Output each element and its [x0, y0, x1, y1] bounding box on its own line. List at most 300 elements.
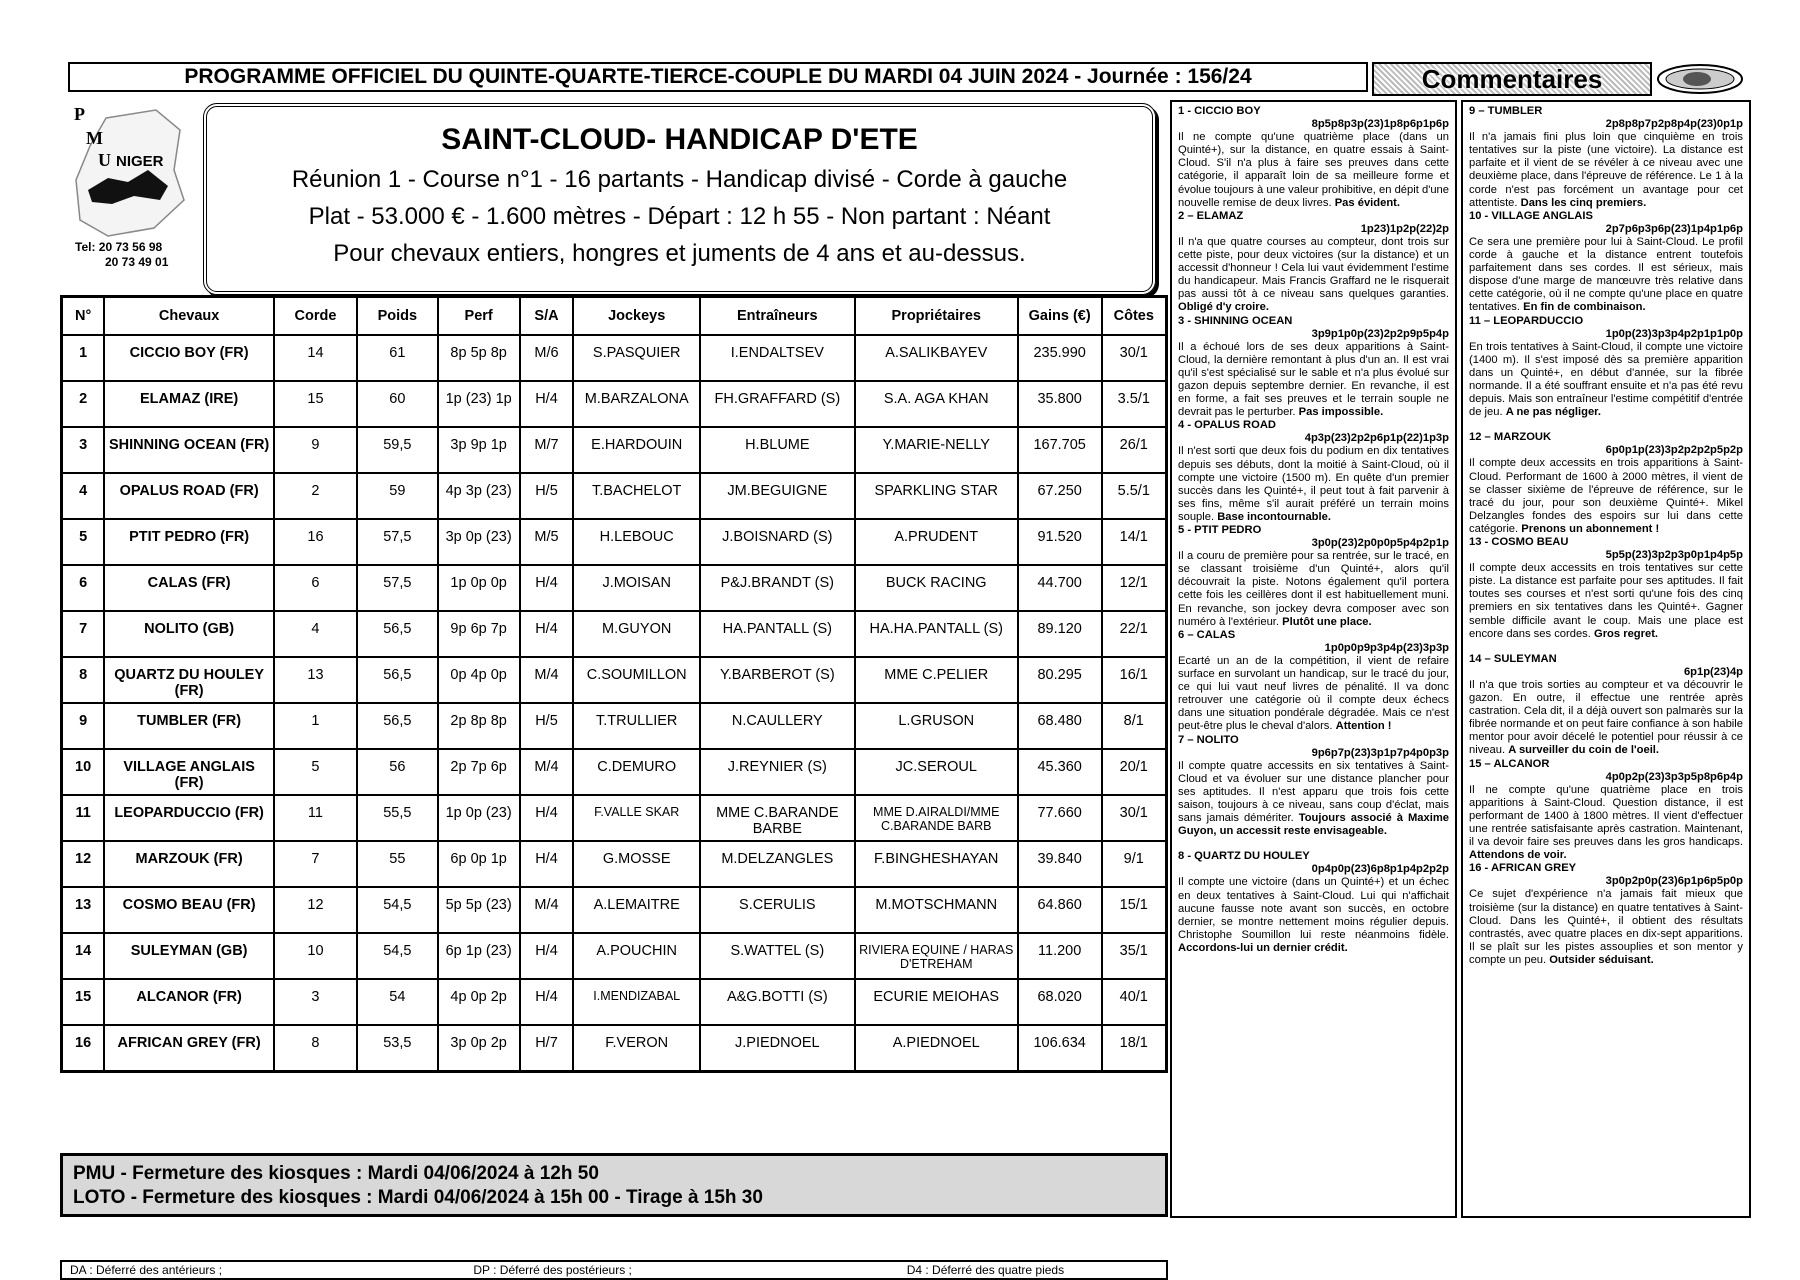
cell-trainer: JM.BEGUIGNE	[700, 473, 855, 519]
cell-earnings: 77.660	[1018, 795, 1102, 841]
comment-text-wrap	[1178, 131, 1449, 210]
cell-perf: 3p 0p 2p	[438, 1025, 520, 1071]
comment-performance: 5p5p(23)3p2p3p0p1p4p5p	[1605, 549, 1743, 562]
cell-number: 1	[62, 335, 105, 381]
cell-weight: 54	[357, 979, 438, 1025]
cell-owner: RIVIERA EQUINE / HARAS D'ETREHAM	[855, 933, 1018, 979]
cell-horse: CALAS (FR)	[104, 565, 274, 611]
cell-number: 2	[62, 381, 105, 427]
cell-earnings: 91.520	[1018, 519, 1102, 565]
cell-horse: TUMBLER (FR)	[104, 703, 274, 749]
cell-sex-age: H/4	[520, 841, 574, 887]
comment-text-wrap	[1178, 655, 1449, 734]
cell-horse: MARZOUK (FR)	[104, 841, 274, 887]
table-row	[62, 841, 1167, 887]
comment-text-wrap	[1469, 679, 1743, 758]
cell-jockey: C.DEMURO	[573, 749, 700, 795]
table-row	[62, 1025, 1167, 1071]
abbreviation-legend	[60, 1260, 1168, 1280]
cell-horse: CICCIO BOY (FR)	[104, 335, 274, 381]
cell-sex-age: H/4	[520, 611, 574, 657]
cell-owner: BUCK RACING	[855, 565, 1018, 611]
table-row	[62, 657, 1167, 703]
comment-horse-title: 13 - COSMO BEAU	[1469, 536, 1569, 548]
cell-sex-age: H/5	[520, 703, 574, 749]
cell-sex-age: M/5	[520, 519, 574, 565]
cell-number: 6	[62, 565, 105, 611]
cell-horse: SHINNING OCEAN (FR)	[104, 427, 274, 473]
comment-performance: 3p0p2p0p(23)6p1p6p5p0p	[1605, 875, 1743, 888]
cell-number: 13	[62, 887, 105, 933]
loto-closing: LOTO - Fermeture des kiosques : Mardi 04/06/2024 à 15h 00 - Tirage à 15h 30	[73, 1187, 763, 1208]
cell-draw: 15	[274, 381, 357, 427]
comment-text: Il ne compte qu'une quatrième place (dans un Quinté+), sur la distance, en quatre essais à Saint-Cloud. S'il n'a plus à faire ses preuves dans cette catégorie, il apparaît loin de sa meilleure forme et évolue toujours à une valeur prohibitive, en dépit d'une nouvelle remise de deux livres.	[1178, 131, 1449, 209]
comment-verdict: Toujours associé à Maxime Guyon, un accessit reste envisageable.	[1178, 812, 1449, 838]
cell-horse: QUARTZ DU HOULEY (FR)	[104, 657, 274, 703]
cell-earnings: 106.634	[1018, 1025, 1102, 1071]
cell-sex-age: M/4	[520, 749, 574, 795]
table-body	[62, 335, 1167, 1071]
comment-text-wrap	[1178, 876, 1449, 955]
svg-text:NIGER: NIGER	[116, 153, 164, 170]
comment-verdict: Attention !	[1335, 720, 1392, 733]
comment-horse-title: 11 – LEOPARDUCCIO	[1469, 314, 1584, 327]
table-row	[62, 611, 1167, 657]
cell-weight: 57,5	[357, 565, 438, 611]
table-row	[62, 887, 1167, 933]
comment-performance: 1p23)1p2p(22)2p	[1360, 222, 1449, 235]
cell-sex-age: M/7	[520, 427, 574, 473]
comment-block	[1469, 862, 1743, 967]
cell-jockey: J.MOISAN	[573, 565, 700, 611]
cell-weight: 59,5	[357, 427, 438, 473]
column-header: Propriétaires	[855, 297, 1018, 336]
comment-text: Il compte deux accessits en trois tentatives sur cette piste. La distance est parfaite pour ses aptitudes. Il fait toutes ses courses et n'est sorti qu'une fois des cinq premiers en six tentatives dans les Quinté+. Gagner semble difficile avant le coup. Mais une place est encore dans ses cordes.	[1469, 562, 1743, 640]
table-row	[62, 795, 1167, 841]
comment-horse-title: 8 - QUARTZ DU HOULEY	[1178, 850, 1310, 863]
comment-verdict: Accordons-lui un dernier crédit.	[1178, 941, 1348, 954]
cell-trainer: H.BLUME	[700, 427, 855, 473]
cell-earnings: 80.295	[1018, 657, 1102, 703]
comment-block	[1178, 419, 1449, 524]
cell-number: 14	[62, 933, 105, 979]
cell-horse: VILLAGE ANGLAIS (FR)	[104, 749, 274, 795]
cell-draw: 8	[274, 1025, 357, 1071]
cell-earnings: 11.200	[1018, 933, 1102, 979]
comment-block	[1178, 734, 1449, 839]
comments-header	[1372, 62, 1652, 96]
comment-performance: 2p7p6p3p6p(23)1p4p1p6p	[1605, 222, 1743, 235]
cell-trainer: S.WATTEL (S)	[700, 933, 855, 979]
column-header: Côtes	[1102, 297, 1167, 336]
cell-trainer: J.PIEDNOEL	[700, 1025, 855, 1071]
comment-horse-title: 3 - SHINNING OCEAN	[1178, 314, 1293, 327]
comment-verdict: Prenons un abonnement !	[1521, 522, 1660, 535]
table-header-row	[62, 297, 1167, 336]
comment-text: Il ne compte qu'une quatrième place en trois apparitions à Saint-Cloud. Question distance, il est performant de 1400 à 1800 mètres. Il vient d'effectuer une rentrée satisfaisante après castration. Maintenant, il va devoir faire ses preuves dans les gros handicaps.	[1469, 783, 1743, 849]
cell-odds: 35/1	[1102, 933, 1167, 979]
table-row	[62, 427, 1167, 473]
cell-owner: HA.HA.PANTALL (S)	[855, 611, 1018, 657]
cell-draw: 1	[274, 703, 357, 749]
cell-number: 15	[62, 979, 105, 1025]
table-row	[62, 335, 1167, 381]
cell-jockey: F.VALLE SKAR	[573, 795, 700, 841]
cell-number: 4	[62, 473, 105, 519]
comment-block	[1178, 524, 1449, 629]
table-row	[62, 749, 1167, 795]
comment-horse-title: 15 – ALCANOR	[1469, 757, 1550, 770]
cell-weight: 56,5	[357, 657, 438, 703]
cell-perf: 8p 5p 8p	[438, 335, 520, 381]
cell-odds: 15/1	[1102, 887, 1167, 933]
cell-draw: 6	[274, 565, 357, 611]
comment-performance: 1p0p0p9p3p4p(23)3p3p	[1324, 641, 1449, 654]
cell-owner: Y.MARIE-NELLY	[855, 427, 1018, 473]
cell-weight: 57,5	[357, 519, 438, 565]
comments-column-right	[1461, 100, 1751, 1218]
comment-horse-title: 1 - CICCIO BOY	[1178, 105, 1261, 117]
cell-trainer: FH.GRAFFARD (S)	[700, 381, 855, 427]
cell-jockey: C.SOUMILLON	[573, 657, 700, 703]
comment-verdict: Plutôt une place.	[1282, 615, 1372, 628]
comment-text-wrap	[1469, 888, 1743, 967]
cell-perf: 1p 0p (23)	[438, 795, 520, 841]
comment-text: Il compte une victoire (dans un Quinté+) et un échec en deux tentatives à Saint-Cloud. Lui qui n'affichait aucune fausse note avant son succès, en octobre dernier, se montre nettement moins régulier depuis. Christophe Soumillon lui reste néanmoins fidèle.	[1178, 876, 1449, 941]
cell-odds: 16/1	[1102, 657, 1167, 703]
comment-performance: 4p0p2p(23)3p3p5p8p6p4p	[1605, 770, 1743, 783]
programme-title: PROGRAMME OFFICIEL DU QUINTE-QUARTE-TIERCE-COUPLE DU MARDI 04 JUIN 2024 - Journée : 156/24	[68, 62, 1368, 92]
comment-horse-title: 9 – TUMBLER	[1469, 105, 1543, 117]
cell-odds: 18/1	[1102, 1025, 1167, 1071]
comment-performance: 2p8p8p7p2p8p4p(23)0p1p	[1605, 118, 1743, 131]
cell-weight: 56	[357, 749, 438, 795]
cell-trainer: I.ENDALTSEV	[700, 335, 855, 381]
cell-horse: NOLITO (GB)	[104, 611, 274, 657]
comment-verdict: Dans les cinq premiers.	[1520, 196, 1647, 209]
cell-trainer: MME C.BARANDE BARBE	[700, 795, 855, 841]
cell-odds: 30/1	[1102, 795, 1167, 841]
comment-text-wrap	[1178, 341, 1449, 420]
spacer	[1178, 955, 1449, 967]
cell-perf: 4p 0p 2p	[438, 979, 520, 1025]
runners-table	[60, 295, 1168, 1073]
cell-weight: 56,5	[357, 611, 438, 657]
comment-block	[1469, 758, 1743, 863]
cell-number: 11	[62, 795, 105, 841]
cell-sex-age: H/4	[520, 933, 574, 979]
comment-performance: 6p0p1p(23)3p2p2p2p5p2p	[1605, 444, 1743, 457]
comment-text-wrap	[1178, 760, 1449, 839]
cell-trainer: A&G.BOTTI (S)	[700, 979, 855, 1025]
cell-odds: 26/1	[1102, 427, 1167, 473]
cell-earnings: 68.020	[1018, 979, 1102, 1025]
cell-jockey: S.PASQUIER	[573, 335, 700, 381]
cell-perf: 6p 0p 1p	[438, 841, 520, 887]
cell-owner: L.GRUSON	[855, 703, 1018, 749]
comment-text-wrap	[1469, 341, 1743, 420]
comment-block	[1178, 850, 1449, 955]
comments-column-left	[1170, 100, 1457, 1218]
column-header: Perf	[438, 297, 520, 336]
cell-odds: 3.5/1	[1102, 381, 1167, 427]
comment-text-wrap	[1469, 236, 1743, 315]
comment-text-wrap	[1469, 457, 1743, 536]
cell-trainer: J.BOISNARD (S)	[700, 519, 855, 565]
column-header: N°	[62, 297, 105, 336]
comment-performance: 9p6p7p(23)3p1p7p4p0p3p	[1311, 746, 1449, 759]
column-header: Jockeys	[573, 297, 700, 336]
svg-text:P: P	[74, 104, 85, 124]
comment-performance: 8p5p8p3p(23)1p8p6p1p6p	[1311, 118, 1449, 131]
comment-verdict: A ne pas négliger.	[1505, 406, 1602, 419]
spacer	[1469, 419, 1743, 431]
comment-block	[1469, 653, 1743, 758]
cell-draw: 2	[274, 473, 357, 519]
cell-draw: 7	[274, 841, 357, 887]
cell-odds: 12/1	[1102, 565, 1167, 611]
column-header: Chevaux	[104, 297, 274, 336]
cell-number: 16	[62, 1025, 105, 1071]
cell-sex-age: H/4	[520, 979, 574, 1025]
cell-earnings: 45.360	[1018, 749, 1102, 795]
comment-verdict: Pas impossible.	[1298, 406, 1384, 419]
legend-d4: D4 : Déferré des quatre pieds	[906, 1263, 1065, 1277]
cell-horse: ELAMAZ (IRE)	[104, 381, 274, 427]
cell-trainer: P&J.BRANDT (S)	[700, 565, 855, 611]
comment-horse-title: 5 - PTIT PEDRO	[1178, 524, 1262, 536]
cell-jockey: T.BACHELOT	[573, 473, 700, 519]
comment-block	[1178, 629, 1449, 734]
cell-odds: 5.5/1	[1102, 473, 1167, 519]
phone-1: Tel: 20 73 56 98	[75, 240, 163, 254]
comment-text: Ce sera une première pour lui à Saint-Cloud. Le profil corde à gauche et la distance entrent toutefois parfaitement dans ses cordes. Il est sérieux, mais dispose d'une marge de manœuvre très relative dans cette catégorie, où il ne compte qu'une place en quatre tentatives.	[1469, 235, 1743, 314]
cell-perf: 4p 3p (23)	[438, 473, 520, 519]
comment-text-wrap	[1469, 784, 1743, 863]
comment-verdict: A surveiller du coin de l'oeil.	[1508, 744, 1660, 757]
cell-odds: 8/1	[1102, 703, 1167, 749]
cell-perf: 1p 0p 0p	[438, 565, 520, 611]
cell-earnings: 35.800	[1018, 381, 1102, 427]
column-header: Corde	[274, 297, 357, 336]
cell-draw: 11	[274, 795, 357, 841]
cell-owner: SPARKLING STAR	[855, 473, 1018, 519]
comment-verdict: Obligé d'y croire.	[1178, 301, 1269, 314]
cell-sex-age: M/4	[520, 657, 574, 703]
comment-verdict: Base incontournable.	[1217, 510, 1331, 523]
cell-weight: 56,5	[357, 703, 438, 749]
cell-owner: MME C.PELIER	[855, 657, 1018, 703]
cell-owner: JC.SEROUL	[855, 749, 1018, 795]
comment-performance: 4p3p(23)2p2p6p1p(22)1p3p	[1304, 432, 1449, 445]
cell-odds: 40/1	[1102, 979, 1167, 1025]
comment-text-wrap	[1469, 562, 1743, 641]
comment-block	[1469, 315, 1743, 420]
cell-perf: 2p 7p 6p	[438, 749, 520, 795]
race-info-box	[203, 103, 1156, 295]
legend-da: DA : Déferré des antérieurs ;	[70, 1263, 223, 1277]
comment-horse-title: 7 – NOLITO	[1178, 733, 1239, 746]
cell-horse: ALCANOR (FR)	[104, 979, 274, 1025]
cell-number: 9	[62, 703, 105, 749]
comment-text: En trois tentatives à Saint-Cloud, il compte une victoire (1400 m). Il s'est imposé dès sa première apparition dans un Quinté+, en début d'année, sur la fibrée normande. Il a été souffrant ensuite et n'a pas été revu depuis. Mais son entraîneur l'estime compétitif d'entrée de jeu.	[1469, 340, 1743, 419]
comment-block	[1469, 210, 1743, 315]
cell-weight: 54,5	[357, 887, 438, 933]
cell-jockey: T.TRULLIER	[573, 703, 700, 749]
cell-owner: A.SALIKBAYEV	[855, 335, 1018, 381]
cell-jockey: G.MOSSE	[573, 841, 700, 887]
cell-perf: 9p 6p 7p	[438, 611, 520, 657]
comments-header-label: Commentaires	[1421, 64, 1603, 94]
cell-odds: 14/1	[1102, 519, 1167, 565]
comment-block	[1178, 315, 1449, 420]
stylized-eye-icon	[1655, 62, 1745, 96]
cell-earnings: 167.705	[1018, 427, 1102, 473]
cell-weight: 55	[357, 841, 438, 887]
pmu-niger-logo	[68, 100, 188, 250]
cell-perf: 5p 5p (23)	[438, 887, 520, 933]
closing-times-box	[60, 1153, 1168, 1217]
cell-trainer: HA.PANTALL (S)	[700, 611, 855, 657]
cell-perf: 6p 1p (23)	[438, 933, 520, 979]
cell-sex-age: H/4	[520, 381, 574, 427]
cell-draw: 3	[274, 979, 357, 1025]
cell-earnings: 39.840	[1018, 841, 1102, 887]
cell-odds: 20/1	[1102, 749, 1167, 795]
cell-sex-age: H/5	[520, 473, 574, 519]
cell-owner: M.MOTSCHMANN	[855, 887, 1018, 933]
comment-block	[1469, 536, 1743, 641]
column-header: Poids	[357, 297, 438, 336]
comment-text: Il n'a que quatre courses au compteur, dont trois sur cette piste, pour deux victoires (sur la distance) et un accessit d'honneur ! Cela lui vaut évidemment l'estime du handicapeur. Mais Francis Graffard ne le risquerait pas aussi tôt à ce niveau sans quelques garanties.	[1178, 235, 1449, 301]
cell-jockey: A.LEMAITRE	[573, 887, 700, 933]
column-header: Gains (€)	[1018, 297, 1102, 336]
pmu-closing: PMU - Fermeture des kiosques : Mardi 04/06/2024 à 12h 50	[73, 1163, 599, 1184]
comment-performance: 3p9p1p0p(23)2p2p9p5p4p	[1311, 327, 1449, 340]
comment-block	[1178, 105, 1449, 210]
table-row	[62, 519, 1167, 565]
comment-text: Il compte deux accessits en trois apparitions à Saint-Cloud. Performant de 1600 à 2000 mètres, il vient de se classer sixième de l'épreuve de référence, sur le tracé du jour, pour son deuxième Quinté+. Mikel Delzangles fondes des espoirs sur lui dans cette catégorie.	[1469, 457, 1743, 535]
table-row	[62, 565, 1167, 611]
cell-sex-age: H/4	[520, 565, 574, 611]
cell-jockey: I.MENDIZABAL	[573, 979, 700, 1025]
comment-text: Il n'est sorti que deux fois du podium en dix tentatives depuis ses débuts, dont la moitié à Saint-Cloud, où il compte une victoire (1500 m). En quête d'un premier succès dans les Quinté+, il peut tout à fait parvenir à ses fins, même s'il aurait préféré un terrain moins souple.	[1178, 445, 1449, 523]
cell-jockey: H.LEBOUC	[573, 519, 700, 565]
cell-jockey: A.POUCHIN	[573, 933, 700, 979]
cell-owner: ECURIE MEIOHAS	[855, 979, 1018, 1025]
cell-trainer: J.REYNIER (S)	[700, 749, 855, 795]
cell-earnings: 235.990	[1018, 335, 1102, 381]
cell-owner: A.PIEDNOEL	[855, 1025, 1018, 1071]
comment-verdict: Pas évident.	[1334, 196, 1400, 209]
phone-2: 20 73 49 01	[105, 255, 169, 269]
comment-horse-title: 14 – SULEYMAN	[1469, 652, 1557, 665]
spacer	[1178, 838, 1449, 850]
cell-jockey: E.HARDOUIN	[573, 427, 700, 473]
table-row	[62, 933, 1167, 979]
cell-jockey: M.GUYON	[573, 611, 700, 657]
table-row	[62, 473, 1167, 519]
cell-sex-age: M/6	[520, 335, 574, 381]
legend-dp: DP : Déferré des postérieurs ;	[473, 1263, 632, 1277]
comment-text: Il compte quatre accessits en six tentatives à Saint-Cloud et va évoluer sur une distance plancher pour ses aptitudes. Il n'est apparu que trois fois cette saison, toujours à ce niveau, sans coup d'éclat, mais sans jamais démériter.	[1178, 759, 1449, 825]
comment-text: Ce sujet d'expérience n'a jamais fait mieux que troisième (sur la distance) en quatre tentatives à Saint-Cloud. Dans les Quinté+, il obtient des résultats contrastés, avec quatre places en dix-sept apparitions. Il se plaît sur les pistes assouplies et son mentor y compte un peu.	[1469, 888, 1743, 966]
cell-trainer: N.CAULLERY	[700, 703, 855, 749]
cell-sex-age: H/7	[520, 1025, 574, 1071]
cell-earnings: 68.480	[1018, 703, 1102, 749]
comment-text-wrap	[1178, 550, 1449, 629]
comment-text: Ecarté un an de la compétition, il vient de refaire surface en survolant un handicap, sur le tracé du jour, ce qui lui vaut neuf livres de pénalité. Il va donc retrouver une catégorie où il compte deux échecs dans une situation pondérale dégradée. Mais ce n'est peut-être plus le cheval d'alors.	[1178, 654, 1449, 733]
cell-perf: 0p 4p 0p	[438, 657, 520, 703]
cell-draw: 10	[274, 933, 357, 979]
comment-verdict: Gros regret.	[1594, 627, 1659, 640]
cell-number: 5	[62, 519, 105, 565]
table-row	[62, 381, 1167, 427]
cell-owner: MME D.AIRALDI/MME C.BARANDE BARB	[855, 795, 1018, 841]
comment-horse-title: 4 - OPALUS ROAD	[1178, 419, 1276, 432]
comment-verdict: Outsider séduisant.	[1549, 953, 1654, 966]
comment-block	[1469, 431, 1743, 536]
comment-performance: 0p4p0p(23)6p8p1p4p2p2p	[1311, 863, 1449, 876]
comment-text: Il n'a que trois sorties au compteur et va découvrir le gazon. En outre, il effectue une rentrée après castration. Cela dit, il a déjà ouvert son palmarès sur la fibrée normande et on peut faire confiance à son habile mentor pour avoir décelé le potentiel pour réussir à ce niveau.	[1469, 678, 1743, 757]
cell-owner: S.A. AGA KHAN	[855, 381, 1018, 427]
comment-performance: 6p1p(23)4p	[1683, 665, 1743, 678]
comment-horse-title: 16 - AFRICAN GREY	[1469, 862, 1577, 875]
comment-text-wrap	[1178, 236, 1449, 315]
comment-horse-title: 2 – ELAMAZ	[1178, 209, 1244, 222]
comment-horse-title: 10 - VILLAGE ANGLAIS	[1469, 209, 1593, 222]
cell-perf: 3p 0p (23)	[438, 519, 520, 565]
cell-horse: OPALUS ROAD (FR)	[104, 473, 274, 519]
cell-earnings: 44.700	[1018, 565, 1102, 611]
cell-draw: 4	[274, 611, 357, 657]
cell-number: 12	[62, 841, 105, 887]
cell-weight: 59	[357, 473, 438, 519]
cell-odds: 30/1	[1102, 335, 1167, 381]
comment-text: Il a échoué lors de ses deux apparitions à Saint-Cloud, la dernière remontant à plus d'un an. Il est vrai qu'il s'est spécialisé sur le sable et n'a plus évolué sur gazon depuis septembre dernier. En revanche, il est en forme, a fait ses preuves et le terrain souple ne devrait pas le perturber.	[1178, 340, 1449, 419]
cell-jockey: F.VERON	[573, 1025, 700, 1071]
cell-weight: 53,5	[357, 1025, 438, 1071]
comment-text-wrap	[1178, 445, 1449, 524]
cell-weight: 54,5	[357, 933, 438, 979]
cell-trainer: S.CERULIS	[700, 887, 855, 933]
comment-text-wrap	[1469, 131, 1743, 210]
cell-draw: 13	[274, 657, 357, 703]
cell-horse: SULEYMAN (GB)	[104, 933, 274, 979]
column-header: Entraîneurs	[700, 297, 855, 336]
comment-horse-title: 12 – MARZOUK	[1469, 431, 1552, 444]
cell-sex-age: M/4	[520, 887, 574, 933]
race-line-1: Réunion 1 - Course n°1 - 16 partants - Handicap divisé - Corde à gauche	[291, 166, 1068, 193]
comment-block	[1469, 105, 1743, 210]
cell-perf: 3p 9p 1p	[438, 427, 520, 473]
comment-performance: 3p0p(23)2p0p0p5p4p2p1p	[1311, 537, 1449, 550]
cell-earnings: 67.250	[1018, 473, 1102, 519]
cell-odds: 9/1	[1102, 841, 1167, 887]
contact-phones	[75, 240, 168, 270]
cell-sex-age: H/4	[520, 795, 574, 841]
cell-horse: PTIT PEDRO (FR)	[104, 519, 274, 565]
cell-earnings: 64.860	[1018, 887, 1102, 933]
cell-horse: COSMO BEAU (FR)	[104, 887, 274, 933]
cell-number: 8	[62, 657, 105, 703]
comment-verdict: En fin de combinaison.	[1523, 301, 1646, 314]
comment-block	[1178, 210, 1449, 315]
cell-owner: A.PRUDENT	[855, 519, 1018, 565]
comment-performance: 1p0p(23)3p3p4p2p1p1p0p	[1605, 327, 1743, 340]
cell-number: 10	[62, 749, 105, 795]
table-row	[62, 703, 1167, 749]
